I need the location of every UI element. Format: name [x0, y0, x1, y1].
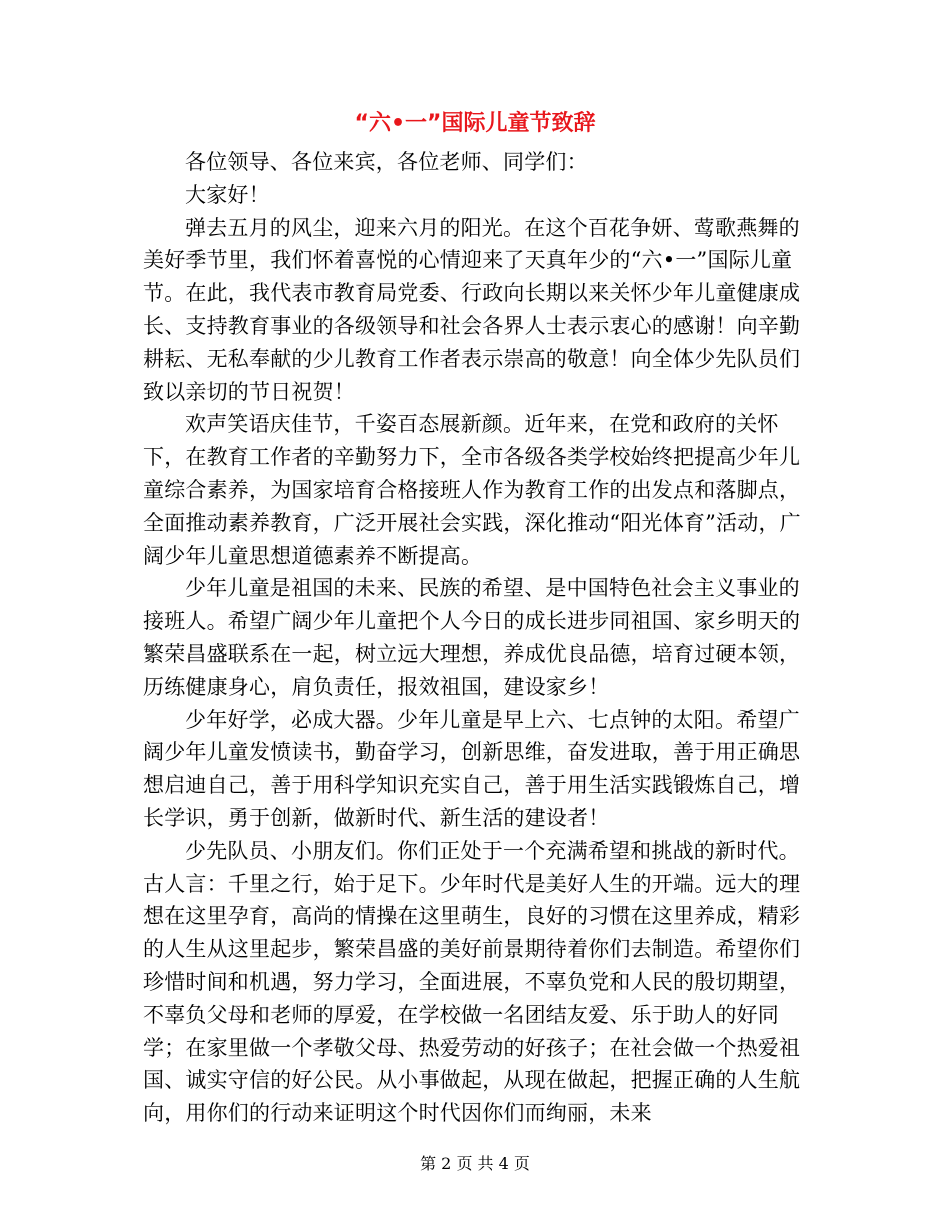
paragraph: 少先队员、小朋友们。你们正处于一个充满希望和挑战的新时代。古人言：千里之行，始于足下。少年时代是美好人生的开端。远大的理想在这里孕育，高尚的情操在这里萌生，良好的习惯在这里养成，精彩的人生从这里起步，繁荣昌盛的美好前景期待着你们去制造。希望你们珍惜时间和机遇，努力学习，全面进展，不辜负党和人民的殷切期望，不辜负父母和老师的厚爱，在学校做一名团结友爱、乐于助人的好同学；在家里做一个孝敬父母、热爱劳动的好孩子；在社会做一个热爱祖国、诚实守信的好公民。从小事做起，从现在做起，把握正确的人生航向，用你们的行动来证明这个时代因你们而绚丽，未来 — [143, 838, 801, 1126]
paragraph: 少年好学，必成大器。少年儿童是早上六、七点钟的太阳。希望广阔少年儿童发愤读书，勤奋学习，创新思维，奋发进取，善于用正确思想启迪自己，善于用科学知识充实自己，善于用生活实践锻炼自己，增长学识，勇于创新，做新时代、新生活的建设者！ — [143, 707, 801, 830]
paragraph: 少年儿童是祖国的未来、民族的希望、是中国特色社会主义事业的接班人。希望广阔少年儿童把个人今日的成长进步同祖国、家乡明天的繁荣昌盛联系在一起，树立远大理想，养成优良品德，培育过硬本领，历练健康身心，肩负责任，报效祖国，建设家乡！ — [143, 576, 801, 699]
paragraph: 欢声笑语庆佳节，千姿百态展新颜。近年来，在党和政府的关怀下，在教育工作者的辛勤努力下，全市各级各类学校始终把提高少年儿童综合素养，为国家培育合格接班人作为教育工作的出发点和落脚点，全面推动素养教育，广泛开展社会实践，深化推动“阳光体育”活动，广阔少年儿童思想道德素养不断提高。 — [143, 412, 801, 568]
document-body — [143, 146, 811, 1130]
document-title: “六•一”国际儿童节致辞 — [354, 111, 596, 136]
paragraph: 弹去五月的风尘，迎来六月的阳光。在这个百花争妍、莺歌燕舞的美好季节里，我们怀着喜悦的心情迎来了天真年少的“六•一”国际儿童节。在此，我代表市教育局党委、行政向长期以来关怀少年儿童健康成长、支持教育事业的各级领导和社会各界人士表示衷心的感谢！向辛勤耕耘、无私奉献的少儿教育工作者表示崇高的敬意！向全体少先队员们致以亲切的节日祝贺！ — [143, 215, 801, 404]
salutation: 各位领导、各位来宾，各位老师、同学们： — [185, 150, 588, 174]
page-footer: 第 2 页 共 4 页 — [420, 1154, 530, 1173]
greeting: 大家好！ — [185, 182, 270, 207]
